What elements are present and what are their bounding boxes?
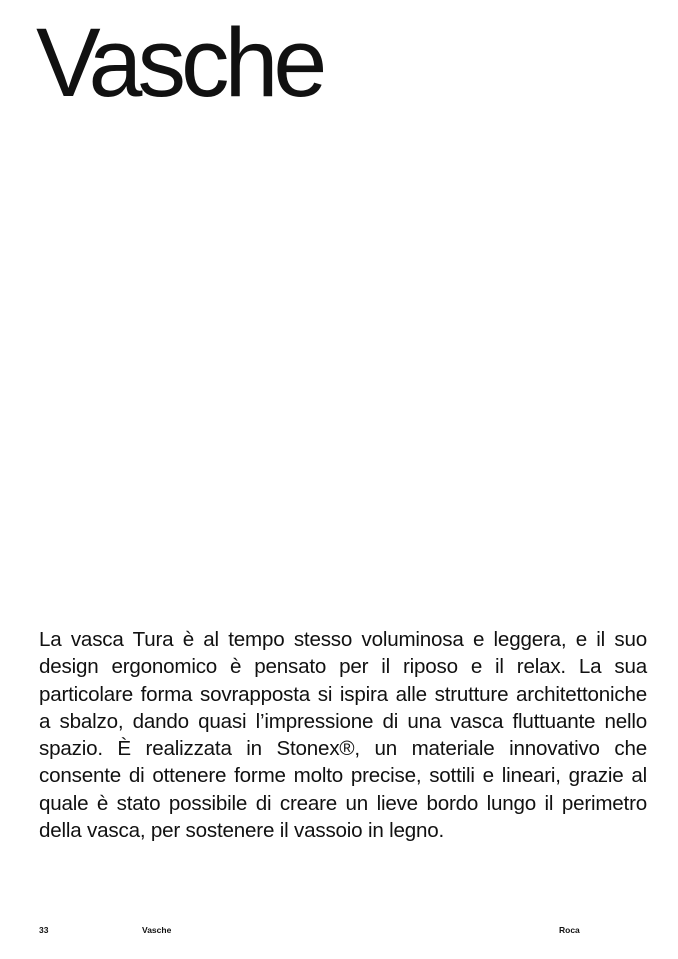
body-paragraph: La vasca Tura è al tempo stesso voluminosa e leggera, e il suo design ergonomico è pensato per il riposo e il relax. La sua particolare forma sovrapposta si ispira alle strutture architettoniche a sbalzo, dando quasi l’impressione di una vasca fluttuante nello spazio. È realizzata in Stonex®, un materiale innovativo che consente di ottenere forme molto precise, sottili e lineari, grazie al quale è stato possibile di creare un lieve bordo lungo il perimetro della vasca, per sostenere il vassoio in legno.	[39, 628, 647, 843]
footer-brand: Roca	[559, 925, 580, 935]
footer-page-number: 33	[39, 925, 49, 935]
footer-section-title: Vasche	[142, 925, 172, 935]
page-title: Vasche	[36, 8, 323, 117]
